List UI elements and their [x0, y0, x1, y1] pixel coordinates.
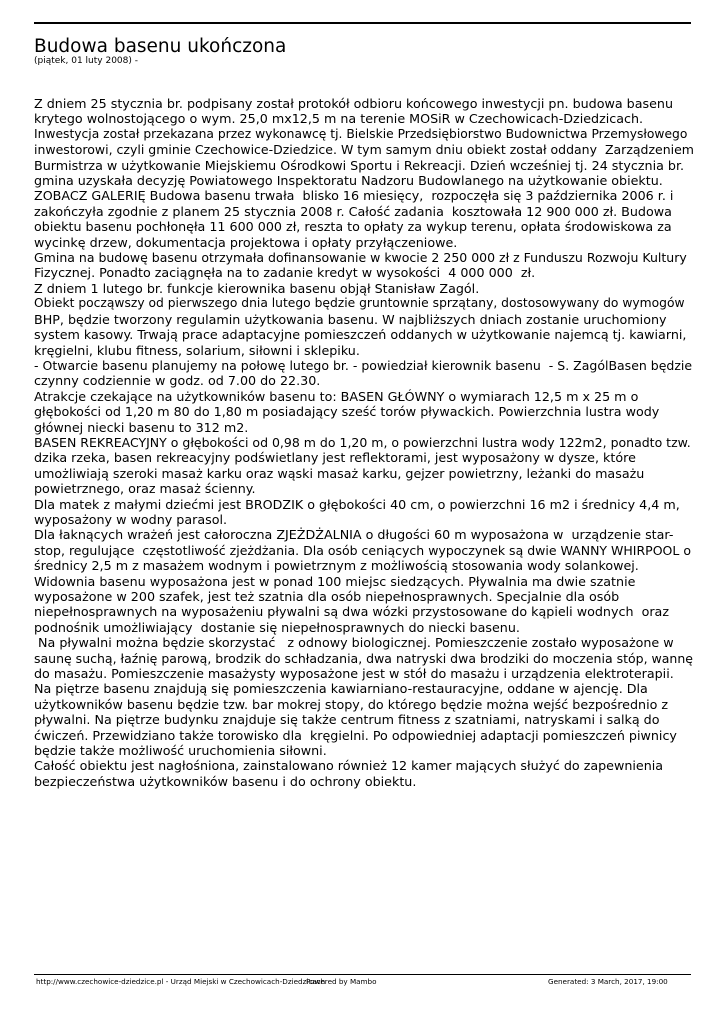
article-line: ćwiczeń. Przewidziano także torowisko dla kręgielni. Po odpowiedniej adaptacji pomieszczeń piwnicy [34, 727, 677, 743]
article-line: Atrakcje czekające na użytkowników basenu to: BASEN GŁÓWNY o wymiarach 12,5 m x 25 m o [34, 388, 639, 404]
article-line: wycinkę drzew, dokumentacja projektowa i opłaty przyłączeniowe. [34, 234, 458, 250]
article-line: system kasowy. Trwają prace adaptacyjne pomieszczeń oddanych w użytkowanie najemcą tj. kawiarni, [34, 327, 687, 343]
article-line: dzika rzeka, basen rekreacyjny podświetlany jest reflektorami, jest wyposażony w dysze, które [34, 450, 636, 466]
article-line: kręgielni, klubu fitness, solarium, siłowni i sklepiku. [34, 342, 360, 358]
article-line: Obiekt począwszy od pierwszego dnia lutego będzie gruntownie sprzątany, dostosowywany do wymogów [34, 296, 685, 311]
article-line: podnośnik umożliwiający dostanie się niepełnosprawnych do niecki basenu. [34, 619, 520, 635]
article-line: BHP, będzie tworzony regulamin użytkowania basenu. W najbliższych dniach zostanie uruchomiony [34, 311, 667, 327]
article-line: czynny codziennie w godz. od 7.00 do 22.30. [34, 373, 321, 389]
article-line: Całość obiektu jest nagłośniona, zainstalowano również 12 kamer mających służyć do zapewnienia [34, 758, 664, 774]
article-line: pływalni. Na piętrze budynku znajduje się także centrum fitness z szatniami, natryskami i salką do [34, 712, 660, 728]
top-rule [34, 22, 691, 24]
article-line: zakończyła zgodnie z planem 25 stycznia 2008 r. Całość zadania kosztowała 12 900 000 zł. Budowa [34, 203, 672, 219]
article-date: (piątek, 01 luty 2008) - [34, 56, 138, 66]
article-line: - Otwarcie basenu planujemy na połowę lutego br. - powiedział kierownik basenu - S. ZagólBasen będzie [34, 357, 693, 373]
article-line: będzie także możliwość uruchomienia siłowni. [34, 743, 327, 759]
article-line: inwestorowi, czyli gminie Czechowice-Dziedzice. W tym samym dniu obiekt został oddany Zarządzeniem [34, 142, 694, 158]
article-line: powietrznego, oraz masaż ścienny. [34, 481, 256, 497]
article-line: do masażu. Pomieszczenie masażysty wyposażone jest w stół do masażu i urządzenia elektroterapii. [34, 666, 674, 682]
article-line: niepełnosprawnych na wyposażeniu pływalni są dwa wózki przystosowane do kąpieli wodnych oraz [34, 604, 669, 620]
article-line: Fizycznej. Ponadto zaciągnęła na to zadanie kredyt w wysokości 4 000 000 zł. [34, 265, 536, 281]
article-line: obiektu basenu pochłonęła 11 600 000 zł, reszta to opłaty za wykup terenu, opłata środowiskowa za [34, 219, 672, 235]
article-line: umożliwiają szeroki masaż karku oraz wąski masaż karku, gejzer powietrzny, leżanki do masażu [34, 465, 645, 481]
article-line: Z dniem 1 lutego br. funkcje kierownika basenu objął Stanisław Zagól. [34, 280, 480, 296]
article-line: saunę suchą, łaźnię parową, brodzik do schładzania, dwa natryski dwa brodziki do moczenia stóp, wannę [34, 650, 693, 666]
article-title: Budowa basenu ukończona [34, 36, 287, 57]
article-line: bezpieczeństwa użytkowników basenu i do ochrony obiektu. [34, 773, 417, 789]
article-line: gmina uzyskała decyzję Powiatowego Inspektoratu Nadzoru Budowlanego na użytkowanie obiektu. [34, 173, 663, 189]
article-line: wyposażone w 200 szafek, jest też szatnia dla osób niepełnosprawnych. Specjalnie dla osób [34, 589, 620, 604]
article-line: Dla łaknących wrażeń jest całoroczna ZJEŻDŻALNIA o długości 60 m wyposażona w urządzenie star- [34, 527, 674, 543]
article-line: ZOBACZ GALERIĘ Budowa basenu trwała blisko 16 miesięcy, rozpoczęła się 3 października 2006 r. i [34, 188, 674, 204]
article-line: Z dniem 25 stycznia br. podpisany został protokół odbioru końcowego inwestycji pn. budowa basenu [34, 96, 674, 111]
article-line: Na piętrze basenu znajdują się pomieszczenia kawiarniano-restauracyjne, oddane w ajencję. Dla [34, 681, 648, 697]
article-line: Gmina na budowę basenu otrzymała dofinansowanie w kwocie 2 250 000 zł z Funduszu Rozwoju Kultury [34, 250, 687, 266]
article-line: wyposażony w wodny parasol. [34, 511, 228, 527]
article-line: Na pływalni można będzie skorzystać z odnowy biologicznej. Pomieszczenie zostało wyposażone w [34, 635, 674, 651]
article-line: użytkowników basenu będzie tzw. bar mokrej stopy, do którego będzie można wejść bezpośrednio z [34, 696, 669, 712]
footer-powered-by: Powered by Mambo [306, 977, 377, 986]
article-line: krytego wolnostojącego o wym. 25,0 mx12,5 m na terenie MOSiR w Czechowicach-Dziedzicach. [34, 111, 644, 127]
article-line: średnicy 2,5 m z masażem wodnym i powietrznym z możliwością stosowania wody solankowej. [34, 558, 639, 574]
article-line: BASEN REKREACYJNY o głębokości od 0,98 m do 1,20 m, o powierzchni lustra wody 122m2, ponadto tzw. [34, 434, 691, 450]
footer-source-url: http://www.czechowice-dziedzice.pl - Urząd Miejski w Czechowicach-Dziedzicach [36, 977, 326, 986]
footer-rule [34, 974, 691, 975]
article-line: stop, regulujące częstotliwość zjeżdżania. Dla osób ceniących wypoczynek są dwie WANNY WHIRPOOL o [34, 542, 691, 558]
article-line: Burmistrza w użytkowanie Miejskiemu Ośrodkowi Sportu i Rekreacji. Dzień wcześniej tj. 24 stycznia br. [34, 157, 685, 173]
footer-generated: Generated: 3 March, 2017, 19:00 [548, 977, 668, 986]
article-line: Inwestycja został przekazana przez wykonawcę tj. Bielskie Przedsiębiorstwo Budownictwa Przemysłowego [34, 126, 688, 141]
article-line: Widownia basenu wyposażona jest w ponad 100 miejsc siedzących. Pływalnia ma dwie szatnie [34, 573, 636, 589]
article-line: głębokości od 1,20 m 80 do 1,80 m posiadający sześć torów pływackich. Powierzchnia lustra wody [34, 404, 660, 420]
article-body [34, 96, 694, 789]
article-line: Dla matek z małymi dziećmi jest BRODZIK o głębokości 40 cm, o powierzchni 16 m2 i średnicy 4,4 m, [34, 496, 680, 512]
article-line: głównej niecki basenu to 312 m2. [34, 419, 249, 435]
